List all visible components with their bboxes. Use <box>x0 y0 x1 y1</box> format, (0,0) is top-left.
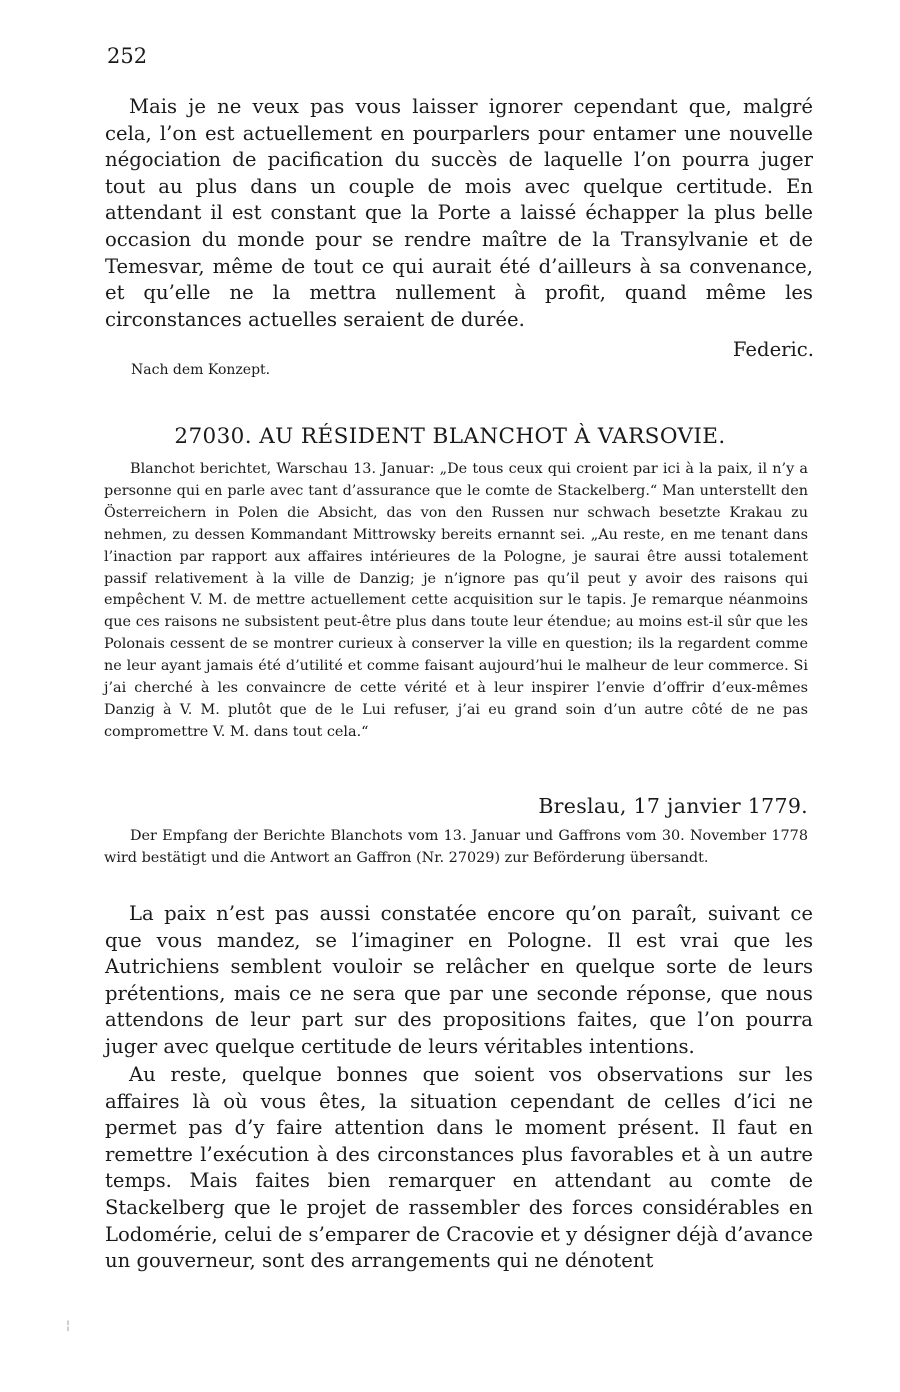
editorial-note: Der Empfang der Berichte Blanchots vom 13. Januar und Gaffrons vom 30. November 1778 wird bestätigt und die Antwort an Gaffron (Nr. 27029) zur Beförderung übersandt. <box>104 828 808 866</box>
dateline: Breslau, 17 janvier 1779. <box>538 794 808 818</box>
letter-body-paragraph-1: La paix n’est pas aussi constatée encore qu’on paraît, suivant ce que vous mandez, se l’imaginer en Pologne. Il est vrai que les Autrichiens semblent vouloir se relâcher en quelque sorte de leurs prétentions, mais ce ne sera que par une seconde réponse, que nous attendons de leur part sur des propositions faites, que l’on pourra juger avec quelque certitude de leurs véritables intentions. <box>105 902 813 1058</box>
margin-mark: ¦ <box>66 1318 71 1332</box>
signature: Federic. <box>732 338 814 361</box>
letter-body-paragraph-2: Au reste, quelque bonnes que soient vos observations sur les affaires là où vous êtes, la situation cependant de celles d’ici ne permet pas d’y faire attention dans le moment présent. Il faut en remettre l’exécution à des circonstances plus favorables et à un autre temps. Mais faites bien remarquer en attendant au comte de Stackelberg que le projet de rassembler des forces considérables en Lodomérie, celui de s’emparer de Cracovie et y désigner déjà d’avance un gouverneur, sont des arrangements qui ne dénotent <box>105 1063 813 1273</box>
page-number: 252 <box>107 44 148 68</box>
report-summary: Blanchot berichtet, Warschau 13. Januar: „De tous ceux qui croient par ici à la paix, il n’y a personne qui en parle avec tant d’assurance que le comte de Stackelberg.“ Man unterstellt den Österreichern in Polen die Absicht, das von den Russen nur schwach besetzte Krakau zu nehmen, zu dessen Kommandant Mittrowsky bereits ernannt sei. „Au reste, en me tenant dans l’inaction par rapport aux affaires intérieures de la Pologne, je saurai être aussi totalement passif relativement à la ville de Danzig; je n’ignore pas qu’il peut y avoir des raisons qui empêchent V. M. de mettre actuellement cette acquisition sur le tapis. Je remarque néanmoins que ces raisons ne subsistent peut-être plus dans toute leur étendue; au moins est-il sûr que les Polonais cessent de se montrer curieux à conserver la ville en question; ils la regardent comme ne leur ayant jamais été d’utilité et comme faisant aujourd’hui le malheur de leur commerce. Si j’ai cherché à les convaincre de cette vérité et à leur inspirer l’envie d’offrir d’eux-mêmes Danzig à V. M. plutôt que de le Lui refuser, j’ai eu grand soin d’un autre côté de ne pas compromettre V. M. dans tout cela.“ <box>104 461 808 740</box>
letter-closing-paragraph: Mais je ne veux pas vous laisser ignorer cependant que, malgré cela, l’on est actuellement en pourparlers pour entamer une nouvelle négociation de pacification du succès de laquelle l’on pourra juger tout au plus dans un couple de mois avec quelque certitude. En attendant il est constant que la Porte a laissé échapper la plus belle occasion du monde pour se rendre maître de la Transylvanie et de Temesvar, même de tout ce qui aurait été d’ailleurs à sa convenance, et qu’elle ne la mettra nullement à profit, quand même les circonstances actuelles seraient de durée. <box>105 95 813 331</box>
source-note: Nach dem Konzept. <box>131 362 271 378</box>
letter-heading: 27030. AU RÉSIDENT BLANCHOT À VARSOVIE. <box>174 424 726 449</box>
